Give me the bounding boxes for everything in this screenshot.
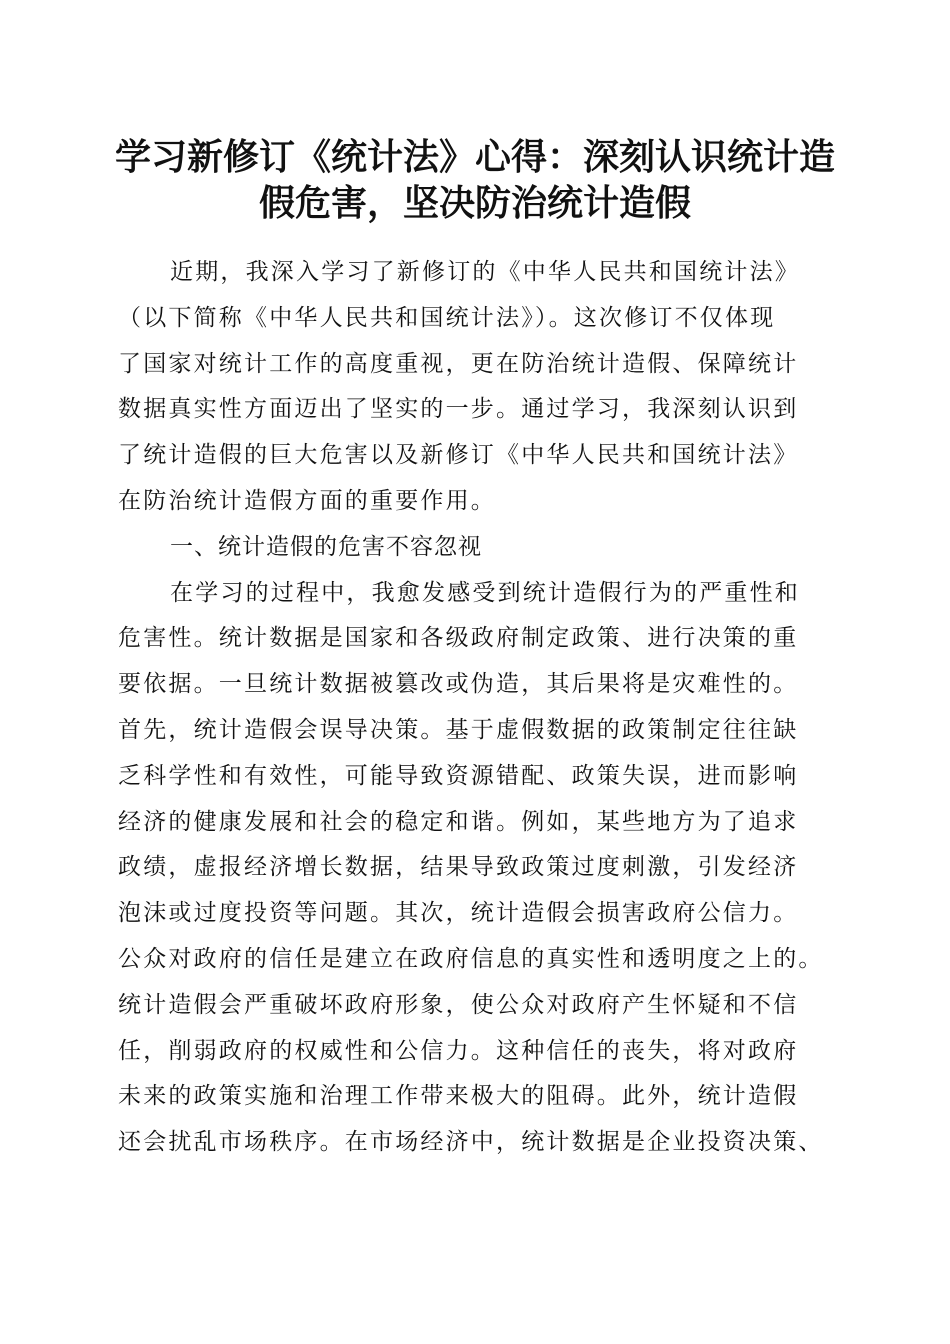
text-line: 了国家对统计工作的高度重视，更在防治统计造假、保障统计 <box>118 350 799 377</box>
text-line: 要依据。一旦统计数据被篡改或伪造，其后果将是灾难性的。 <box>118 671 799 698</box>
text-line: 乏科学性和有效性，可能导致资源错配、政策失误，进而影响 <box>118 762 799 789</box>
text-line: 政绩，虚报经济增长数据，结果导致政策过度刺激，引发经济 <box>118 854 799 881</box>
paragraph-harms <box>118 571 838 1166</box>
text-line: 数据真实性方面迈出了坚实的一步。通过学习，我深刻认识到 <box>118 396 799 423</box>
text-line: 公众对政府的信任是建立在政府信息的真实性和透明度之上的。 <box>118 945 824 972</box>
text-line: 在学习的过程中，我愈发感受到统计造假行为的严重性和 <box>170 579 800 606</box>
text-line: 还会扰乱市场秩序。在市场经济中，统计数据是企业投资决策、 <box>118 1129 824 1156</box>
text-line: 了统计造假的巨大危害以及新修订《中华人民共和国统计法》 <box>118 442 799 469</box>
text-line: （以下简称《中华人民共和国统计法》）。这次修订不仅体现 <box>118 304 776 331</box>
paragraph-intro <box>118 250 838 525</box>
title-line-2: 假危害，坚决防治统计造假 <box>258 182 691 224</box>
text-line: 任，削弱政府的权威性和公信力。这种信任的丧失，将对政府 <box>118 1037 799 1064</box>
text-line: 泡沫或过度投资等问题。其次，统计造假会损害政府公信力。 <box>118 900 799 927</box>
text-line: 首先，统计造假会误导决策。基于虚假数据的政策制定往往缺 <box>118 716 799 743</box>
text-line: 统计造假会严重破坏政府形象，使公众对政府产生怀疑和不信 <box>118 991 799 1018</box>
section-heading: 一、统计造假的危害不容忽视 <box>170 533 482 560</box>
text-line: 经济的健康发展和社会的稳定和谐。例如，某些地方为了追求 <box>118 808 799 835</box>
text-line: 危害性。统计数据是国家和各级政府制定政策、进行决策的重 <box>118 625 799 652</box>
text-line: 未来的政策实施和治理工作带来极大的阻碍。此外，统计造假 <box>118 1083 799 1110</box>
document-title <box>110 134 840 226</box>
title-line-1: 学习新修订《统计法》心得：深刻认识统计造 <box>114 136 835 178</box>
text-line: 在防治统计造假方面的重要作用。 <box>118 487 496 514</box>
document-body <box>118 250 838 1166</box>
text-line: 近期，我深入学习了新修订的《中华人民共和国统计法》 <box>170 259 800 285</box>
